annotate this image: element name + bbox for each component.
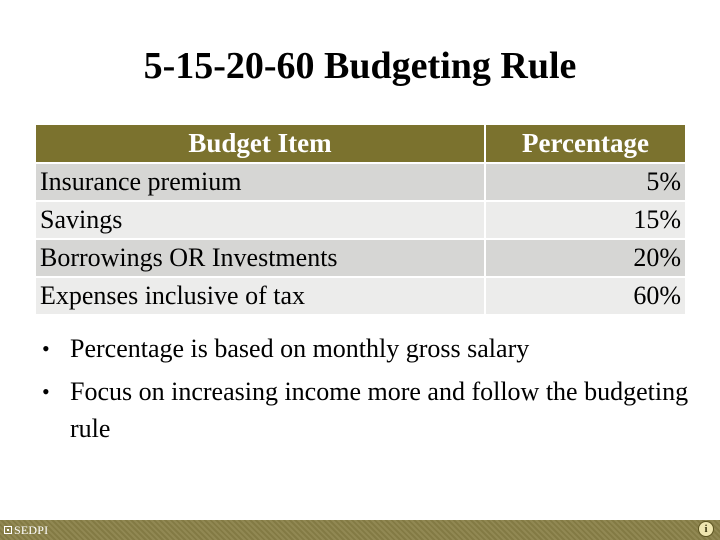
info-glyph: i	[704, 523, 708, 535]
footer-bar	[0, 520, 720, 540]
slide-title: 5-15-20-60 Budgeting Rule	[143, 45, 577, 87]
bullet-dot-icon: •	[42, 336, 50, 361]
logo-text: SEDPI	[14, 522, 49, 537]
table-row	[36, 163, 685, 201]
budget-item-cell: Savings	[36, 201, 485, 239]
budget-item-cell: Borrowings OR Investments	[36, 239, 485, 277]
table-row	[36, 239, 685, 277]
bullet-text: Focus on increasing income more and follow the budgeting rule	[70, 377, 689, 443]
percentage-cell: 20%	[485, 239, 685, 277]
bullet-item	[40, 373, 690, 447]
sedpi-logo	[4, 522, 48, 538]
bullet-item	[40, 330, 690, 367]
column-header-percentage: Percentage	[485, 125, 685, 163]
table-row	[36, 201, 685, 239]
table-header-row	[36, 125, 685, 163]
bullet-list	[40, 330, 690, 453]
logo-mark-icon	[4, 526, 12, 534]
budget-item-cell: Expenses inclusive of tax	[36, 277, 485, 315]
budget-item-cell: Insurance premium	[36, 163, 485, 201]
percentage-cell: 5%	[485, 163, 685, 201]
info-icon[interactable]	[698, 521, 714, 537]
percentage-cell: 15%	[485, 201, 685, 239]
percentage-cell: 60%	[485, 277, 685, 315]
table-row	[36, 277, 685, 315]
column-header-budget-item: Budget Item	[36, 125, 485, 163]
bullet-dot-icon: •	[42, 379, 50, 404]
bullet-text: Percentage is based on monthly gross salary	[70, 334, 530, 363]
budget-table	[36, 125, 685, 316]
